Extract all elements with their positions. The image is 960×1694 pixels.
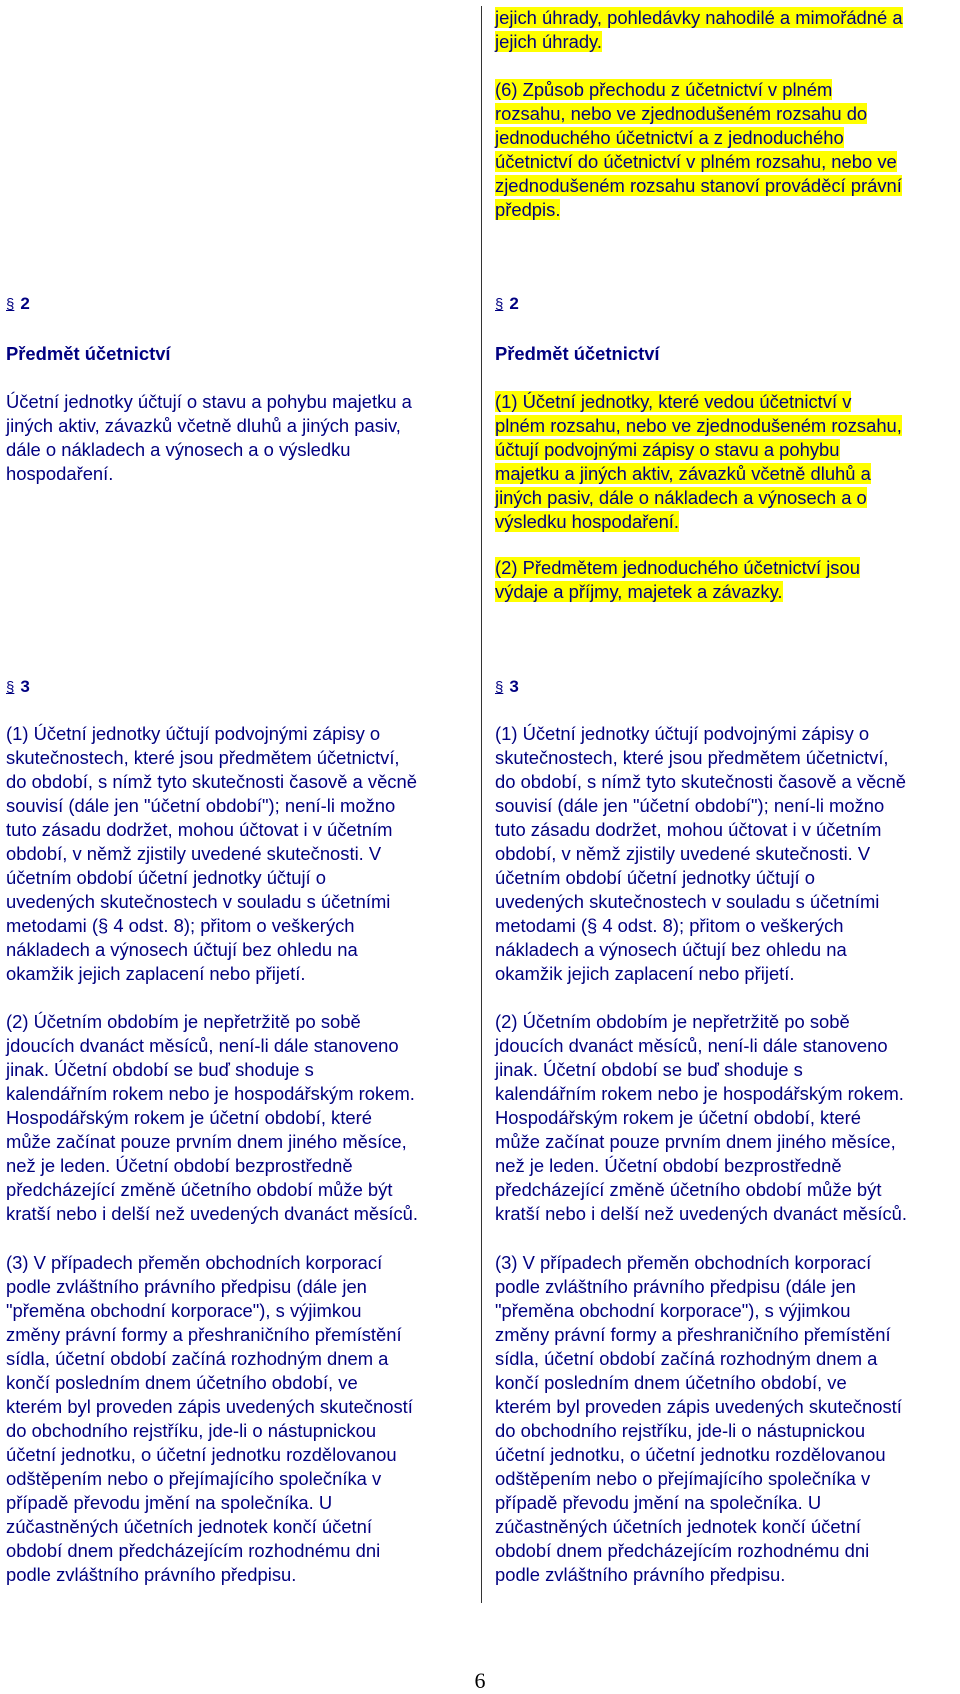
text-line — [495, 30, 903, 54]
line-text: (1) Účetní jednotky, které vedou účetnictví v — [495, 391, 852, 412]
text-line — [6, 1082, 418, 1106]
text-line — [6, 1202, 418, 1226]
line-text: odštěpením nebo o přejímajícího společníka v — [495, 1468, 871, 1489]
line-text: souvisí (dále jen "účetní období"); není-li možno — [495, 795, 885, 816]
text-line — [6, 866, 417, 890]
section-3-para-1-right — [495, 722, 906, 986]
line-text: kalendářním rokem nebo je hospodářským rokem. — [6, 1083, 415, 1104]
text-line — [495, 1563, 902, 1587]
text-line — [495, 1275, 902, 1299]
line-text: období, v němž zjistily uvedené skutečnosti. V — [495, 843, 871, 864]
line-text: končí posledním dnem účetního období, ve — [495, 1372, 847, 1393]
line-text: účtují podvojnými zápisy o stavu a pohybu — [495, 439, 840, 460]
line-text: jiných aktiv, závazků včetně dluhů a jiných pasiv, — [6, 415, 401, 436]
text-line — [495, 1130, 907, 1154]
line-text: skutečnostech, které jsou předmětem účetnictví, — [6, 747, 400, 768]
section-2-left-paragraph — [6, 390, 412, 486]
line-text: kratší nebo i delší než uvedených dvanáct měsíců. — [495, 1203, 907, 1224]
line-text: do období, s nímž tyto skutečnosti časově a věcně — [495, 771, 906, 792]
text-line — [6, 1130, 418, 1154]
line-text: může začínat pouze prvním dnem jiného měsíce, — [495, 1131, 896, 1152]
section-number: 2 — [509, 294, 519, 313]
line-text: Hospodářským rokem je účetní období, které — [495, 1107, 861, 1128]
text-line — [495, 78, 902, 102]
line-text: předcházející změně účetního období může být — [495, 1179, 882, 1200]
text-line — [495, 1395, 902, 1419]
line-text: (2) Účetním obdobím je nepřetržitě po sobě — [6, 1011, 361, 1032]
line-text: výsledku hospodaření. — [495, 511, 680, 532]
line-text: (2) Předmětem jednoduchého účetnictví jsou — [495, 557, 860, 578]
line-text: (2) Účetním obdobím je nepřetržitě po sobě — [495, 1011, 850, 1032]
line-text: jdoucích dvanáct měsíců, není-li dále stanoveno — [6, 1035, 399, 1056]
text-line — [6, 842, 417, 866]
line-text: podle zvláštního právního předpisu (dále jen — [495, 1276, 856, 1297]
line-text: Hospodářským rokem je účetní období, které — [6, 1107, 372, 1128]
text-line — [495, 150, 902, 174]
line-text: jejich úhrady, pohledávky nahodilé a mimořádné a — [495, 7, 903, 28]
line-text: období dnem předcházejícím rozhodnému dni — [495, 1540, 870, 1561]
text-line — [495, 962, 906, 986]
line-text: Účetní jednotky účtují o stavu a pohybu majetku a — [6, 391, 412, 412]
line-text: zúčastněných účetních jednotek končí účetní — [6, 1516, 372, 1537]
text-line — [495, 1082, 907, 1106]
line-text: nákladech a výnosech účtují bez ohledu na — [6, 939, 358, 960]
section-2-right-para-2 — [495, 556, 860, 604]
text-line — [6, 462, 412, 486]
text-line — [6, 1299, 413, 1323]
line-text: případě převodu jmění na společníka. U — [6, 1492, 333, 1513]
text-line — [6, 1443, 413, 1467]
text-line — [495, 580, 860, 604]
text-line — [6, 390, 412, 414]
line-text: tuto zásadu dodržet, mohou účtovat i v účetním — [495, 819, 882, 840]
text-line — [6, 1154, 418, 1178]
section-3-para-2-right — [495, 1010, 907, 1226]
text-line — [6, 1347, 413, 1371]
column-divider — [481, 6, 482, 1603]
line-text: metodami (§ 4 odst. 8); přitom o veškerých — [6, 915, 355, 936]
line-text: nákladech a výnosech účtují bez ohledu na — [495, 939, 847, 960]
text-line — [495, 102, 902, 126]
text-line — [6, 914, 417, 938]
text-line — [6, 1275, 413, 1299]
line-text: do obchodního rejstříku, jde-li o nástupnickou — [495, 1420, 866, 1441]
line-text: účetním období účetní jednotky účtují o — [6, 867, 326, 888]
text-line — [6, 1178, 418, 1202]
section-number: 3 — [509, 677, 519, 696]
text-line — [6, 1395, 413, 1419]
line-text: zjednodušeném rozsahu stanoví prováděcí právní — [495, 175, 902, 196]
text-line — [495, 1443, 902, 1467]
text-line — [6, 722, 417, 746]
text-line — [6, 1323, 413, 1347]
text-line — [6, 938, 417, 962]
line-text: rozsahu, nebo ve zjednodušeném rozsahu do — [495, 103, 868, 124]
text-line — [495, 1251, 902, 1275]
line-text: plném rozsahu, nebo ve zjednodušeném rozsahu, — [495, 415, 902, 436]
line-text: "přeměna obchodní korporace"), s výjimkou — [495, 1300, 851, 1321]
text-line — [495, 390, 902, 414]
line-text: účetní jednotku, o účetní jednotku rozdělovanou — [6, 1444, 397, 1465]
section-number: 3 — [20, 677, 30, 696]
text-line — [495, 1323, 902, 1347]
text-line — [6, 1010, 418, 1034]
line-text: může začínat pouze prvním dnem jiného měsíce, — [6, 1131, 407, 1152]
paragraph-6 — [495, 78, 902, 222]
section-symbol: § — [495, 296, 504, 313]
section-symbol: § — [495, 679, 504, 696]
text-line — [6, 438, 412, 462]
section-symbol: § — [6, 679, 15, 696]
line-text: než je leden. Účetní období bezprostředně — [6, 1155, 353, 1176]
text-line — [495, 842, 906, 866]
text-line — [495, 890, 906, 914]
line-text: změny právní formy a přeshraničního přemístění — [495, 1324, 891, 1345]
text-line — [6, 414, 412, 438]
text-line — [495, 126, 902, 150]
text-line — [495, 1178, 907, 1202]
line-text: končí posledním dnem účetního období, ve — [6, 1372, 358, 1393]
line-text: uvedených skutečnostech v souladu s účetními — [6, 891, 391, 912]
text-line — [6, 1371, 413, 1395]
text-line — [6, 1491, 413, 1515]
section-2-title-left: Předmět účetnictví — [6, 343, 171, 364]
text-line — [6, 770, 417, 794]
text-line — [6, 1467, 413, 1491]
text-line — [495, 1491, 902, 1515]
text-line — [495, 1347, 902, 1371]
text-line — [495, 1202, 907, 1226]
text-line — [495, 1154, 907, 1178]
section-3-para-3-right — [495, 1251, 902, 1587]
line-text: do období, s nímž tyto skutečnosti časově a věcně — [6, 771, 417, 792]
line-text: zúčastněných účetních jednotek končí účetní — [495, 1516, 861, 1537]
text-line — [495, 1034, 907, 1058]
text-line — [495, 746, 906, 770]
text-line — [6, 890, 417, 914]
line-text: účetní jednotku, o účetní jednotku rozdělovanou — [495, 1444, 886, 1465]
text-line — [495, 414, 902, 438]
text-line — [6, 794, 417, 818]
line-text: skutečnostech, které jsou předmětem účetnictví, — [495, 747, 889, 768]
line-text: jiných pasiv, dále o nákladech a výnosech a o — [495, 487, 867, 508]
text-line — [495, 1515, 902, 1539]
line-text: podle zvláštního právního předpisu. — [6, 1564, 297, 1585]
text-line — [495, 1419, 902, 1443]
text-line — [6, 1515, 413, 1539]
line-text: účetnictví do účetnictví v plném rozsahu, nebo ve — [495, 151, 897, 172]
text-line — [6, 1563, 413, 1587]
line-text: kalendářním rokem nebo je hospodářským rokem. — [495, 1083, 904, 1104]
text-line — [495, 722, 906, 746]
text-line — [495, 770, 906, 794]
section-3-heading-left — [6, 675, 30, 700]
line-text: předpis. — [495, 199, 561, 220]
line-text: (6) Způsob přechodu z účetnictví v plném — [495, 79, 833, 100]
line-text: souvisí (dále jen "účetní období"); není-li možno — [6, 795, 396, 816]
line-text: sídla, účetní období začíná rozhodným dnem a — [6, 1348, 389, 1369]
line-text: období, v němž zjistily uvedené skutečnosti. V — [6, 843, 382, 864]
section-number: 2 — [20, 294, 30, 313]
line-text: (1) Účetní jednotky účtují podvojnými zápisy o — [6, 723, 381, 744]
text-line — [6, 1419, 413, 1443]
line-text: (3) V případech přeměn obchodních korporací — [6, 1252, 383, 1273]
text-line — [495, 914, 906, 938]
text-line — [6, 1539, 413, 1563]
text-line — [495, 818, 906, 842]
text-line — [495, 174, 902, 198]
text-line — [495, 510, 902, 534]
section-3-para-3-left — [6, 1251, 413, 1587]
line-text: dále o nákladech a výnosech a o výsledku — [6, 439, 351, 460]
line-text: kterém byl proveden zápis uvedených skutečností — [495, 1396, 902, 1417]
text-line — [495, 462, 902, 486]
line-text: jinak. Účetní období se buď shoduje s — [6, 1059, 314, 1080]
text-line — [495, 1106, 907, 1130]
section-symbol: § — [6, 296, 15, 313]
line-text: okamžik jejich zaplacení nebo přijetí. — [495, 963, 795, 984]
line-text: uvedených skutečnostech v souladu s účetními — [495, 891, 880, 912]
line-text: jdoucích dvanáct měsíců, není-li dále stanoveno — [495, 1035, 888, 1056]
section-3-heading-right — [495, 675, 519, 700]
text-line — [495, 1010, 907, 1034]
line-text: do obchodního rejstříku, jde-li o nástupnickou — [6, 1420, 377, 1441]
line-text: změny právní formy a přeshraničního přemístění — [6, 1324, 402, 1345]
text-line — [495, 866, 906, 890]
text-line — [495, 486, 902, 510]
text-line — [6, 746, 417, 770]
line-text: metodami (§ 4 odst. 8); přitom o veškerých — [495, 915, 844, 936]
text-line — [495, 1539, 902, 1563]
line-text: jinak. Účetní období se buď shoduje s — [495, 1059, 803, 1080]
text-line — [6, 962, 417, 986]
text-line — [495, 6, 903, 30]
text-line — [495, 1058, 907, 1082]
text-line — [6, 1251, 413, 1275]
text-line — [495, 1299, 902, 1323]
section-2-heading-right — [495, 292, 519, 317]
line-text: výdaje a příjmy, majetek a závazky. — [495, 581, 783, 602]
line-text: odštěpením nebo o přejímajícího společníka v — [6, 1468, 382, 1489]
line-text: podle zvláštního právního předpisu. — [495, 1564, 786, 1585]
line-text: okamžik jejich zaplacení nebo přijetí. — [6, 963, 306, 984]
section-3-para-2-left — [6, 1010, 418, 1226]
text-line — [6, 1034, 418, 1058]
section-2-title-right: Předmět účetnictví — [495, 343, 660, 364]
text-line — [6, 1058, 418, 1082]
line-text: podle zvláštního právního předpisu (dále jen — [6, 1276, 367, 1297]
line-text: jednoduchého účetnictví a z jednoduchého — [495, 127, 844, 148]
section-3-para-1-left — [6, 722, 417, 986]
line-text: účetním období účetní jednotky účtují o — [495, 867, 815, 888]
text-line — [495, 1467, 902, 1491]
line-text: hospodaření. — [6, 463, 114, 484]
section-2-right-para-1 — [495, 390, 902, 534]
line-text: tuto zásadu dodržet, mohou účtovat i v účetním — [6, 819, 393, 840]
line-text: než je leden. Účetní období bezprostředně — [495, 1155, 842, 1176]
text-line — [6, 818, 417, 842]
line-text: jejich úhrady. — [495, 31, 602, 52]
line-text: sídla, účetní období začíná rozhodným dnem a — [495, 1348, 878, 1369]
text-line — [495, 556, 860, 580]
line-text: případě převodu jmění na společníka. U — [495, 1492, 822, 1513]
text-line — [495, 1371, 902, 1395]
line-text: (3) V případech přeměn obchodních korporací — [495, 1252, 872, 1273]
line-text: období dnem předcházejícím rozhodnému dni — [6, 1540, 381, 1561]
line-text: předcházející změně účetního období může být — [6, 1179, 393, 1200]
text-line — [495, 198, 902, 222]
section-2-heading-left — [6, 292, 30, 317]
text-line — [495, 438, 902, 462]
line-text: (1) Účetní jednotky účtují podvojnými zápisy o — [495, 723, 870, 744]
text-line — [495, 938, 906, 962]
line-text: "přeměna obchodní korporace"), s výjimkou — [6, 1300, 362, 1321]
text-line — [495, 794, 906, 818]
line-text: kterém byl proveden zápis uvedených skutečností — [6, 1396, 413, 1417]
continuation-text — [495, 6, 903, 54]
line-text: majetku a jiných aktiv, závazků včetně dluhů a — [495, 463, 871, 484]
page-number: 6 — [474, 1668, 486, 1693]
text-line — [6, 1106, 418, 1130]
line-text: kratší nebo i delší než uvedených dvanáct měsíců. — [6, 1203, 418, 1224]
